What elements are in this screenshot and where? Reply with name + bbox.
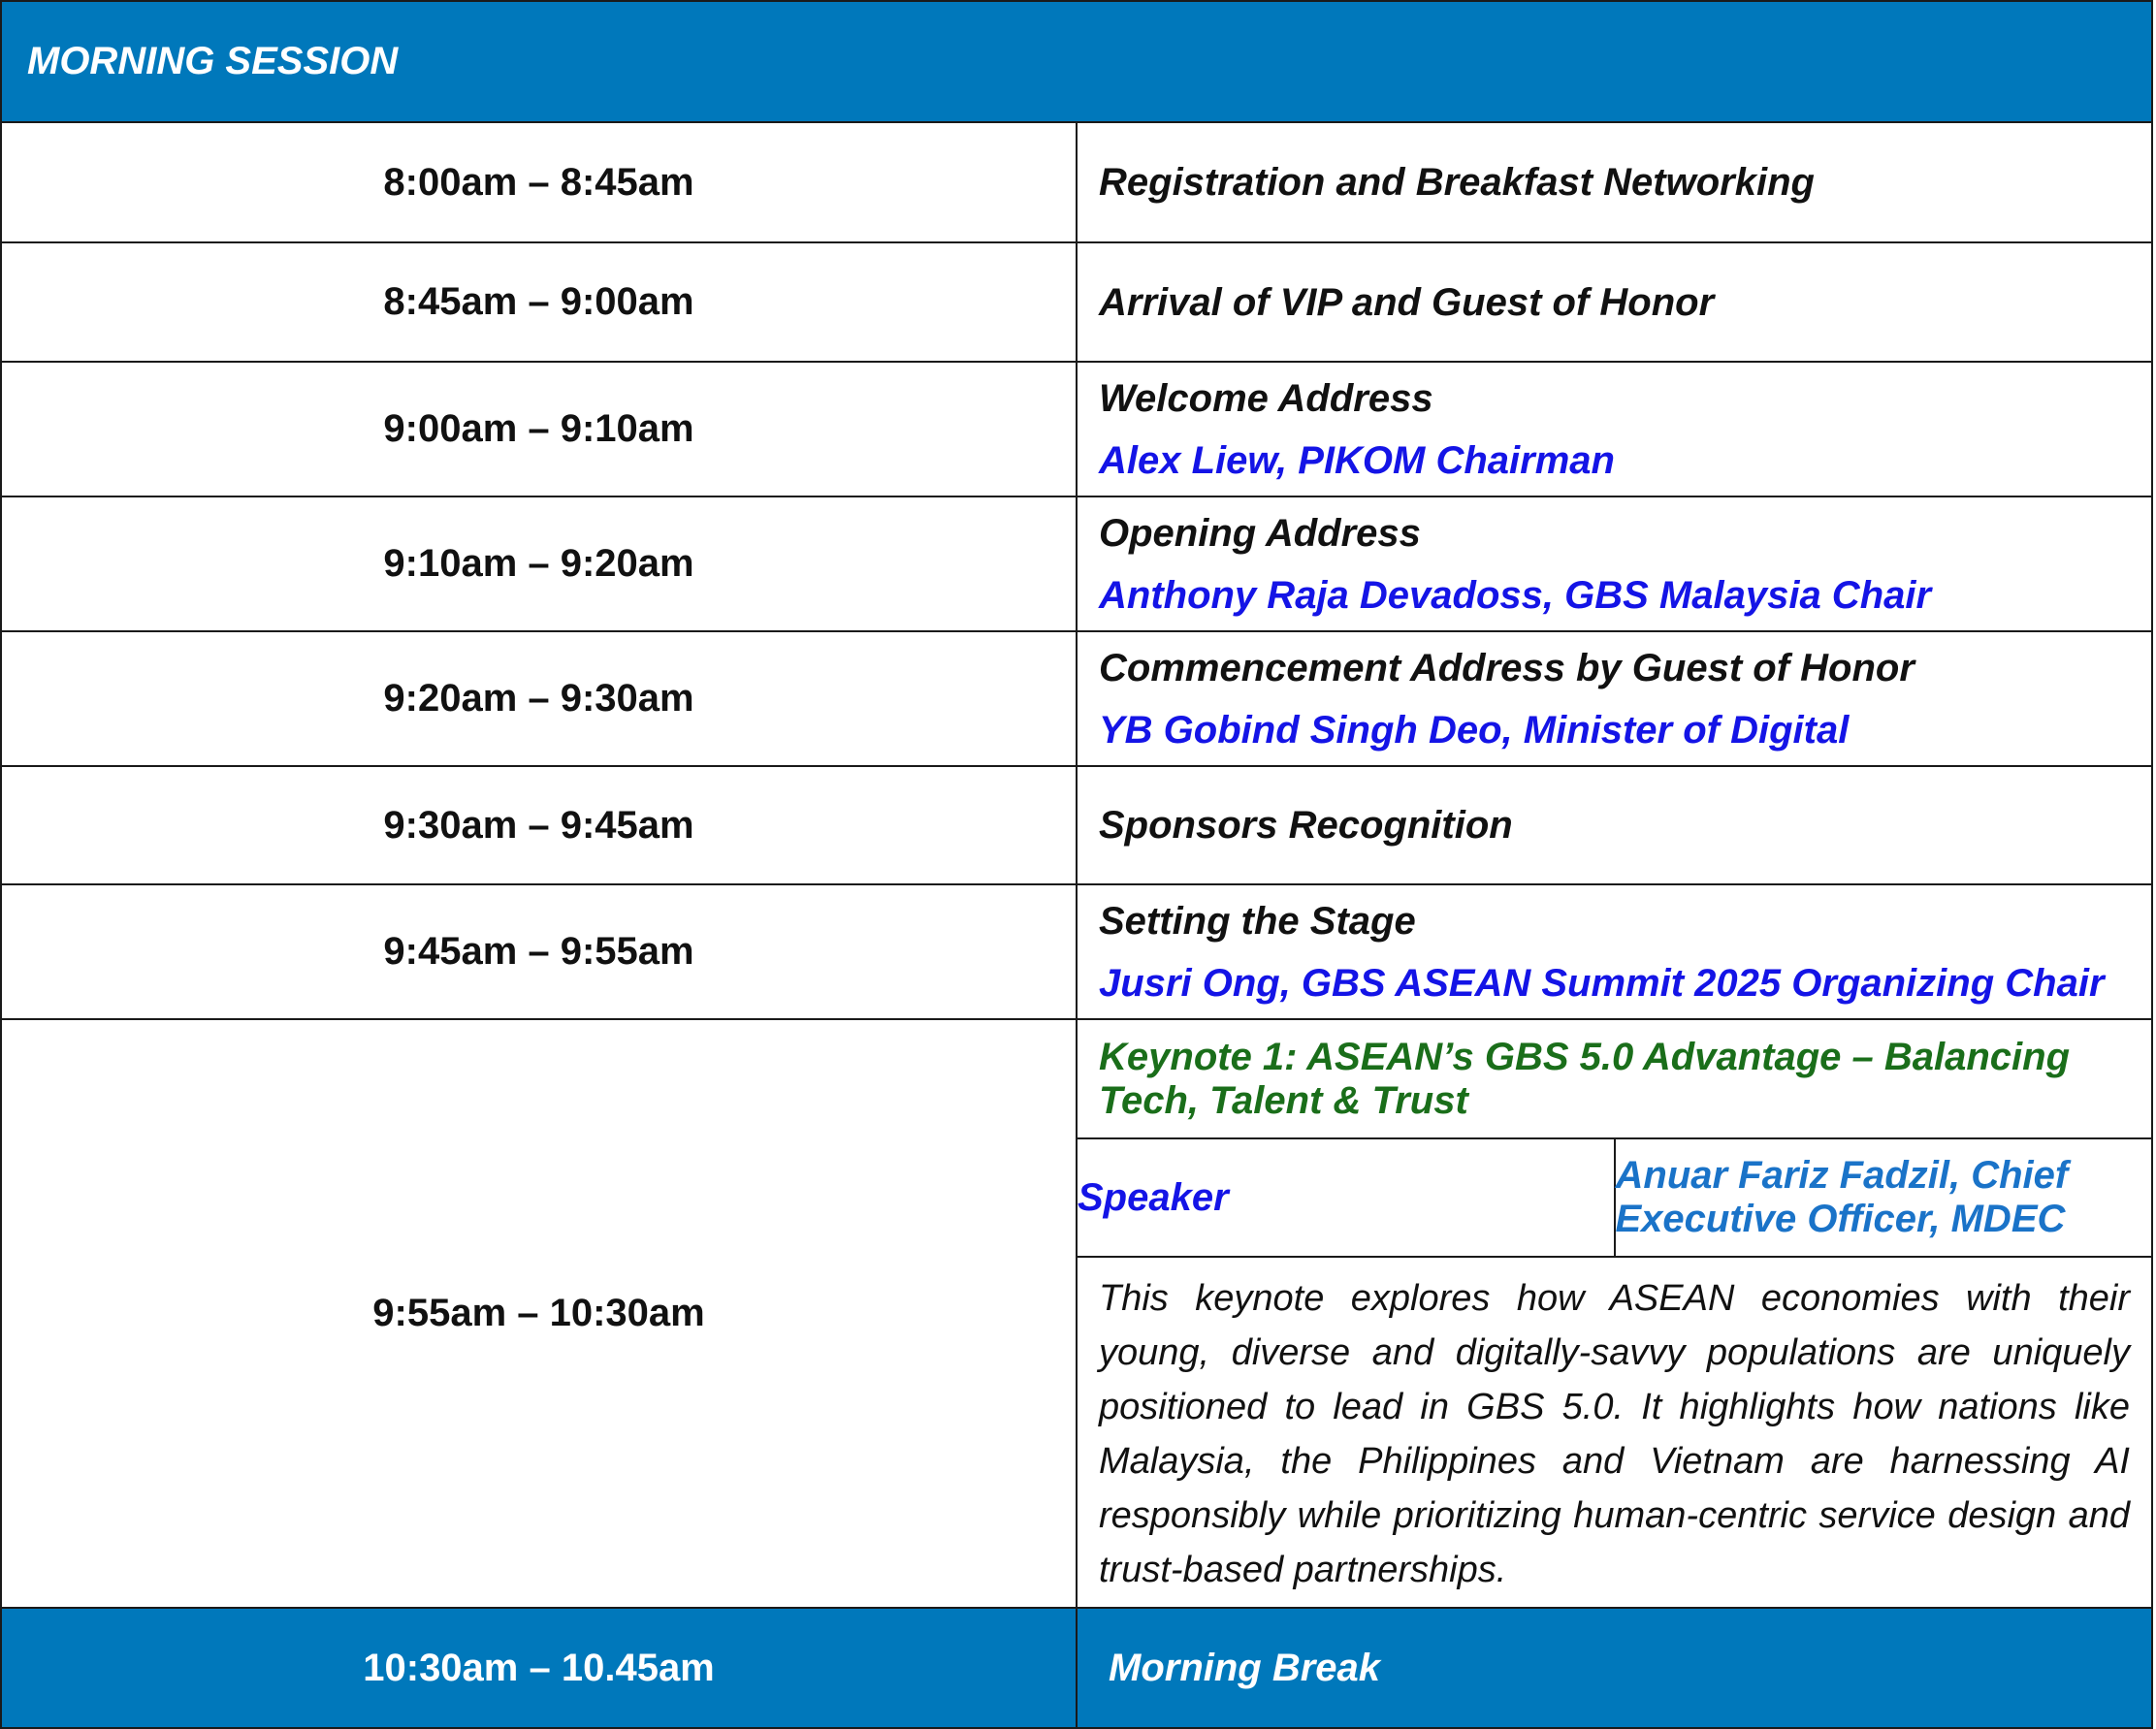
agenda-topic: [1077, 362, 2152, 496]
agenda-row: [1, 362, 2152, 496]
agenda-row: [1, 631, 2152, 766]
speaker-label: Speaker: [1078, 1138, 1615, 1257]
agenda-title: Welcome Address: [1099, 376, 1433, 420]
agenda-time: 9:10am – 9:20am: [1, 496, 1077, 631]
agenda-topic: [1077, 766, 2152, 884]
agenda-title: Registration and Breakfast Networking: [1099, 161, 1815, 204]
agenda-title: Commencement Address by Guest of Honor: [1099, 646, 1915, 689]
keynote-description: This keynote explores how ASEAN economies with their young, diverse and digitally-savvy populations are uniquely positioned to lead in GBS 5.0. It highlights how nations like Malaysia, the Philippines and Vietnam are harnessing AI responsibly while prioritizing human-centric service design and trust-based partnerships.: [1099, 1278, 2130, 1590]
agenda-topic: [1077, 496, 2152, 631]
agenda-time: 9:30am – 9:45am: [1, 766, 1077, 884]
keynote-row: [1, 1019, 2152, 1608]
agenda-row: [1, 242, 2152, 362]
agenda-topic: [1077, 884, 2152, 1019]
agenda-time: 9:45am – 9:55am: [1, 884, 1077, 1019]
agenda-time: 8:00am – 8:45am: [1, 122, 1077, 242]
agenda-speaker: YB Gobind Singh Deo, Minister of Digital: [1099, 708, 1850, 752]
agenda-speaker: Anthony Raja Devadoss, GBS Malaysia Chair: [1099, 573, 1932, 617]
keynote-inner-table: [1078, 1020, 2151, 1607]
keynote-time: 9:55am – 10:30am: [1, 1019, 1077, 1608]
break-row: [1, 1608, 2152, 1728]
break-time: 10:30am – 10.45am: [1, 1608, 1077, 1728]
keynote-title-row: [1078, 1020, 2151, 1138]
agenda-row: [1, 884, 2152, 1019]
agenda-row: [1, 766, 2152, 884]
agenda-row: [1, 122, 2152, 242]
agenda-time: 9:00am – 9:10am: [1, 362, 1077, 496]
keynote-title: Keynote 1: ASEAN’s GBS 5.0 Advantage – Balancing Tech, Talent & Trust: [1099, 1035, 2071, 1122]
agenda-time: 9:20am – 9:30am: [1, 631, 1077, 766]
agenda-title: Opening Address: [1099, 511, 1421, 555]
agenda-time: 8:45am – 9:00am: [1, 242, 1077, 362]
agenda-topic: [1077, 122, 2152, 242]
keynote-speaker-row: [1078, 1138, 2151, 1257]
session-title: MORNING SESSION: [1, 1, 2152, 122]
agenda-title: Setting the Stage: [1099, 899, 1416, 943]
keynote-description-cell: [1078, 1257, 2151, 1607]
agenda-topic: [1077, 631, 2152, 766]
agenda-speaker: Alex Liew, PIKOM Chairman: [1099, 438, 1615, 482]
agenda-title: Arrival of VIP and Guest of Honor: [1099, 280, 1715, 324]
agenda-topic: [1077, 242, 2152, 362]
keynote-block: [1077, 1019, 2152, 1608]
keynote-title-cell: [1078, 1020, 2151, 1138]
speaker-name: Anuar Fariz Fadzil, Chief Executive Officer, MDEC: [1615, 1138, 2152, 1257]
keynote-description-row: [1078, 1257, 2151, 1607]
agenda-title: Sponsors Recognition: [1099, 804, 1513, 847]
agenda-row: [1, 496, 2152, 631]
session-header-row: [1, 1, 2152, 122]
agenda-speaker: Jusri Ong, GBS ASEAN Summit 2025 Organizing Chair: [1099, 961, 2105, 1005]
break-title: Morning Break: [1077, 1608, 2152, 1728]
